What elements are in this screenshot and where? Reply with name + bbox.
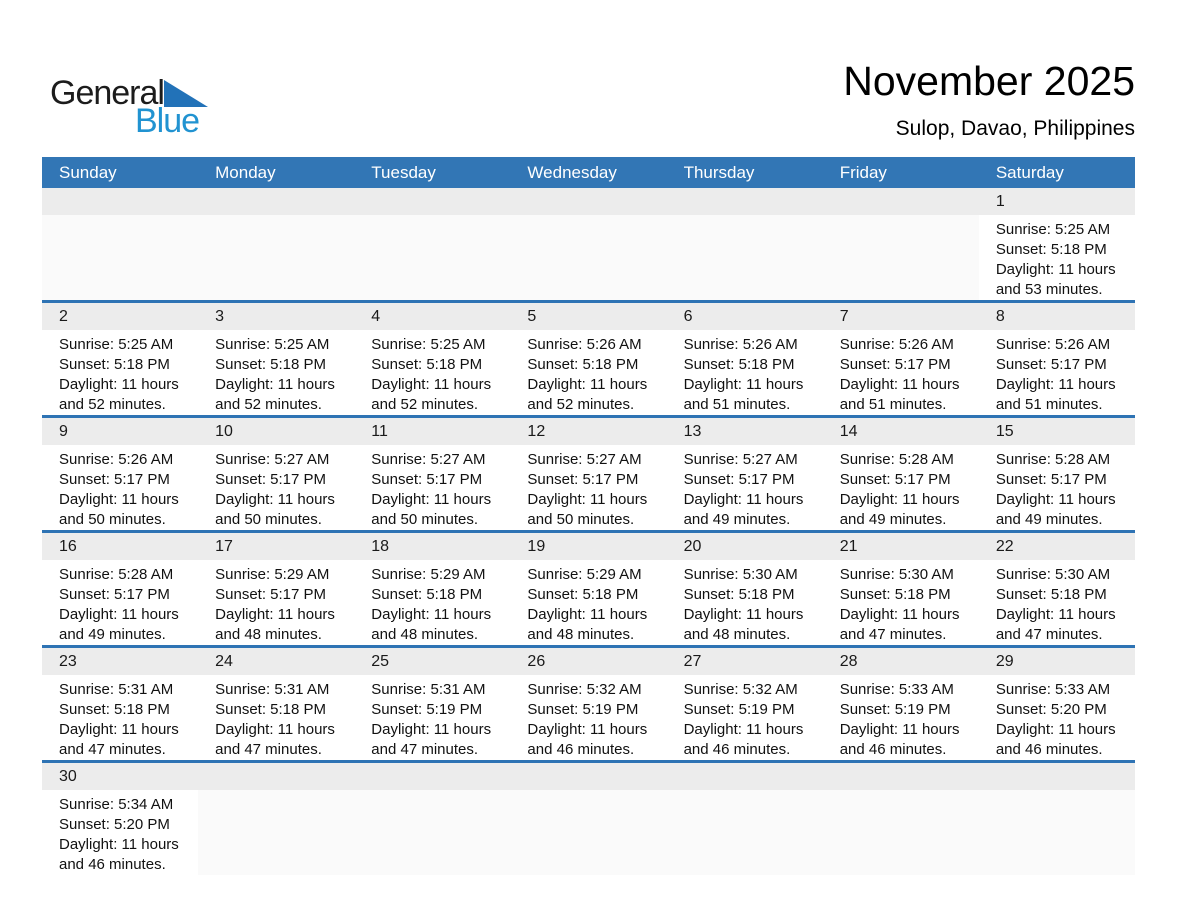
sunrise-text: Sunrise: 5:29 AM <box>371 566 486 583</box>
daylight-text-line2: and 53 minutes. <box>995 281 1103 298</box>
day-details <box>979 215 1135 300</box>
day-cell-10 <box>198 418 354 530</box>
sunset-text: Sunset: 5:18 PM <box>371 356 483 373</box>
page-subtitle: Sulop, Davao, Philippines <box>895 117 1135 140</box>
day-details <box>42 445 198 530</box>
sunset-text: Sunset: 5:18 PM <box>215 356 327 373</box>
day-details <box>354 215 510 300</box>
sunrise-text: Sunrise: 5:30 AM <box>995 566 1111 583</box>
day-number: 5 <box>510 303 666 330</box>
day-number <box>354 188 510 215</box>
day-number: 19 <box>510 533 666 560</box>
day-details <box>667 675 823 760</box>
day-details <box>667 560 823 645</box>
day-number: 6 <box>667 303 823 330</box>
sunrise-text: Sunrise: 5:25 AM <box>995 221 1111 238</box>
day-details <box>42 560 198 645</box>
day-number: 30 <box>42 763 198 790</box>
daylight-text-line1: Daylight: 11 hours <box>995 261 1116 278</box>
daylight-text-line1: Daylight: 11 hours <box>371 491 492 508</box>
day-cell-7 <box>823 303 979 415</box>
sunrise-text: Sunrise: 5:32 AM <box>527 681 642 698</box>
day-cell-6 <box>667 303 823 415</box>
day-details <box>510 675 666 760</box>
sunrise-text: Sunrise: 5:27 AM <box>371 451 486 468</box>
day-number <box>667 763 823 790</box>
daylight-text-line2: and 46 minutes. <box>839 741 947 758</box>
daylight-text-line2: and 48 minutes. <box>215 626 322 643</box>
day-cell-30 <box>42 763 198 875</box>
weekday-header-sunday: Sunday <box>59 163 117 182</box>
daylight-text-line2: and 50 minutes. <box>527 511 635 528</box>
daylight-text-line1: Daylight: 11 hours <box>215 376 335 393</box>
daylight-text-line1: Daylight: 11 hours <box>527 491 648 508</box>
day-number: 12 <box>510 418 666 445</box>
day-number: 17 <box>198 533 354 560</box>
day-details <box>823 675 979 760</box>
sunset-text: Sunset: 5:18 PM <box>839 586 951 603</box>
page-title: November 2025 <box>843 58 1135 104</box>
daylight-text-line2: and 49 minutes. <box>59 626 166 643</box>
day-number: 16 <box>42 533 198 560</box>
day-cell-14 <box>823 418 979 530</box>
daylight-text-line1: Daylight: 11 hours <box>683 606 804 623</box>
day-number: 7 <box>823 303 979 330</box>
day-number: 28 <box>823 648 979 675</box>
day-number: 11 <box>354 418 510 445</box>
daylight-text-line2: and 48 minutes. <box>371 626 479 643</box>
day-details <box>667 330 823 415</box>
sunset-text: Sunset: 5:17 PM <box>59 471 170 488</box>
sunrise-text: Sunrise: 5:26 AM <box>683 336 798 353</box>
daylight-text-line2: and 52 minutes. <box>371 396 479 413</box>
day-details <box>823 215 979 300</box>
week-row <box>42 415 1135 530</box>
day-cell-27 <box>667 648 823 760</box>
daylight-text-line2: and 51 minutes. <box>683 396 791 413</box>
daylight-text-line1: Daylight: 11 hours <box>371 606 492 623</box>
sunrise-text: Sunrise: 5:25 AM <box>371 336 486 353</box>
day-number <box>979 763 1135 790</box>
sunrise-text: Sunrise: 5:31 AM <box>215 681 330 698</box>
daylight-text-line2: and 52 minutes. <box>527 396 635 413</box>
general-blue-logo <box>50 74 270 144</box>
empty-day-cell <box>823 188 979 300</box>
sunrise-text: Sunrise: 5:27 AM <box>527 451 642 468</box>
sunrise-text: Sunrise: 5:29 AM <box>215 566 330 583</box>
day-number: 27 <box>667 648 823 675</box>
sunset-text: Sunset: 5:17 PM <box>59 586 170 603</box>
week-row <box>42 188 1135 300</box>
day-cell-24 <box>198 648 354 760</box>
weekday-header-monday: Monday <box>215 163 276 182</box>
day-number: 25 <box>354 648 510 675</box>
day-details <box>979 560 1135 645</box>
daylight-text-line1: Daylight: 11 hours <box>839 606 960 623</box>
day-details <box>354 560 510 645</box>
day-number: 22 <box>979 533 1135 560</box>
sunset-text: Sunset: 5:18 PM <box>527 586 639 603</box>
empty-day-cell <box>979 763 1135 875</box>
weekday-header-wednesday: Wednesday <box>527 163 617 182</box>
day-number: 26 <box>510 648 666 675</box>
sunset-text: Sunset: 5:17 PM <box>215 471 327 488</box>
sunrise-text: Sunrise: 5:33 AM <box>839 681 954 698</box>
sunrise-text: Sunrise: 5:29 AM <box>527 566 642 583</box>
day-number: 20 <box>667 533 823 560</box>
day-cell-9 <box>42 418 198 530</box>
logo-text-general: General <box>50 74 164 112</box>
sunrise-text: Sunrise: 5:26 AM <box>527 336 642 353</box>
day-details <box>979 445 1135 530</box>
daylight-text-line1: Daylight: 11 hours <box>683 491 804 508</box>
day-details <box>510 445 666 530</box>
weekday-header-thursday: Thursday <box>683 163 755 182</box>
week-row <box>42 645 1135 760</box>
day-number: 2 <box>42 303 198 330</box>
day-number: 10 <box>198 418 354 445</box>
sunset-text: Sunset: 5:17 PM <box>839 356 951 373</box>
day-number: 21 <box>823 533 979 560</box>
day-cell-5 <box>510 303 666 415</box>
day-number <box>823 188 979 215</box>
day-details <box>198 215 354 300</box>
daylight-text-line2: and 49 minutes. <box>683 511 791 528</box>
daylight-text-line1: Daylight: 11 hours <box>995 721 1116 738</box>
logo-text-blue: Blue <box>135 102 200 140</box>
sunset-text: Sunset: 5:18 PM <box>371 586 483 603</box>
daylight-text-line2: and 48 minutes. <box>527 626 635 643</box>
week-row <box>42 300 1135 415</box>
day-cell-2 <box>42 303 198 415</box>
sunset-text: Sunset: 5:19 PM <box>371 701 483 718</box>
daylight-text-line1: Daylight: 11 hours <box>371 376 492 393</box>
day-cell-3 <box>198 303 354 415</box>
day-number <box>667 188 823 215</box>
day-cell-8 <box>979 303 1135 415</box>
day-number <box>510 763 666 790</box>
sunrise-text: Sunrise: 5:32 AM <box>683 681 798 698</box>
day-details <box>667 445 823 530</box>
sunset-text: Sunset: 5:17 PM <box>527 471 639 488</box>
day-number <box>42 188 198 215</box>
daylight-text-line1: Daylight: 11 hours <box>839 376 960 393</box>
calendar-weeks <box>42 188 1135 875</box>
day-details <box>510 330 666 415</box>
day-cell-18 <box>354 533 510 645</box>
day-cell-23 <box>42 648 198 760</box>
day-number: 14 <box>823 418 979 445</box>
empty-day-cell <box>510 188 666 300</box>
weekday-header-row <box>42 157 1135 188</box>
day-details <box>354 675 510 760</box>
empty-day-cell <box>198 763 354 875</box>
week-row <box>42 530 1135 645</box>
daylight-text-line2: and 51 minutes. <box>839 396 947 413</box>
daylight-text-line1: Daylight: 11 hours <box>527 606 648 623</box>
day-cell-17 <box>198 533 354 645</box>
day-details <box>667 215 823 300</box>
day-details <box>354 790 510 875</box>
day-cell-29 <box>979 648 1135 760</box>
day-number: 24 <box>198 648 354 675</box>
calendar-grid <box>42 157 1135 875</box>
sunrise-text: Sunrise: 5:30 AM <box>683 566 798 583</box>
sunset-text: Sunset: 5:18 PM <box>59 356 170 373</box>
daylight-text-line1: Daylight: 11 hours <box>59 721 179 738</box>
day-details <box>979 790 1135 875</box>
day-details <box>198 790 354 875</box>
sunset-text: Sunset: 5:17 PM <box>371 471 483 488</box>
empty-day-cell <box>823 763 979 875</box>
sunset-text: Sunset: 5:20 PM <box>995 701 1107 718</box>
daylight-text-line2: and 49 minutes. <box>839 511 947 528</box>
day-details <box>198 445 354 530</box>
day-details <box>42 215 198 300</box>
sunrise-text: Sunrise: 5:26 AM <box>995 336 1111 353</box>
daylight-text-line2: and 47 minutes. <box>215 741 322 758</box>
sunset-text: Sunset: 5:18 PM <box>215 701 327 718</box>
sunset-text: Sunset: 5:18 PM <box>995 241 1107 258</box>
sunset-text: Sunset: 5:19 PM <box>839 701 951 718</box>
day-cell-25 <box>354 648 510 760</box>
daylight-text-line1: Daylight: 11 hours <box>527 721 648 738</box>
daylight-text-line1: Daylight: 11 hours <box>59 376 179 393</box>
daylight-text-line1: Daylight: 11 hours <box>995 376 1116 393</box>
day-number: 23 <box>42 648 198 675</box>
daylight-text-line1: Daylight: 11 hours <box>995 606 1116 623</box>
daylight-text-line1: Daylight: 11 hours <box>839 491 960 508</box>
day-number: 18 <box>354 533 510 560</box>
day-cell-19 <box>510 533 666 645</box>
sunset-text: Sunset: 5:18 PM <box>683 356 795 373</box>
daylight-text-line1: Daylight: 11 hours <box>683 721 804 738</box>
day-cell-16 <box>42 533 198 645</box>
sunrise-text: Sunrise: 5:28 AM <box>839 451 954 468</box>
day-number: 8 <box>979 303 1135 330</box>
sunrise-text: Sunrise: 5:30 AM <box>839 566 954 583</box>
daylight-text-line2: and 46 minutes. <box>527 741 635 758</box>
day-details <box>198 330 354 415</box>
sunrise-text: Sunrise: 5:28 AM <box>59 566 174 583</box>
day-details <box>354 330 510 415</box>
daylight-text-line1: Daylight: 11 hours <box>995 491 1116 508</box>
day-details <box>510 790 666 875</box>
sunset-text: Sunset: 5:18 PM <box>59 701 170 718</box>
day-details <box>979 675 1135 760</box>
sunrise-text: Sunrise: 5:25 AM <box>59 336 174 353</box>
daylight-text-line1: Daylight: 11 hours <box>683 376 804 393</box>
empty-day-cell <box>198 188 354 300</box>
weekday-header-friday: Friday <box>839 163 887 182</box>
day-number <box>510 188 666 215</box>
sunrise-text: Sunrise: 5:31 AM <box>59 681 174 698</box>
empty-day-cell <box>42 188 198 300</box>
daylight-text-line1: Daylight: 11 hours <box>215 491 335 508</box>
week-row <box>42 760 1135 875</box>
daylight-text-line1: Daylight: 11 hours <box>839 721 960 738</box>
day-details <box>667 790 823 875</box>
empty-day-cell <box>667 188 823 300</box>
daylight-text-line1: Daylight: 11 hours <box>527 376 648 393</box>
sunrise-text: Sunrise: 5:27 AM <box>683 451 798 468</box>
day-details <box>823 560 979 645</box>
daylight-text-line2: and 47 minutes. <box>371 741 479 758</box>
day-number <box>354 763 510 790</box>
daylight-text-line1: Daylight: 11 hours <box>59 491 179 508</box>
day-details <box>510 560 666 645</box>
daylight-text-line2: and 46 minutes. <box>995 741 1103 758</box>
day-number: 15 <box>979 418 1135 445</box>
daylight-text-line1: Daylight: 11 hours <box>215 606 335 623</box>
daylight-text-line2: and 46 minutes. <box>59 856 166 873</box>
sunrise-text: Sunrise: 5:25 AM <box>215 336 330 353</box>
day-cell-13 <box>667 418 823 530</box>
day-cell-21 <box>823 533 979 645</box>
sunset-text: Sunset: 5:17 PM <box>839 471 951 488</box>
weekday-header-saturday: Saturday <box>995 163 1064 182</box>
daylight-text-line2: and 50 minutes. <box>59 511 166 528</box>
day-details <box>198 560 354 645</box>
daylight-text-line2: and 52 minutes. <box>215 396 322 413</box>
day-number: 1 <box>979 188 1135 215</box>
day-details <box>823 790 979 875</box>
daylight-text-line1: Daylight: 11 hours <box>59 836 179 853</box>
day-details <box>42 330 198 415</box>
sunset-text: Sunset: 5:19 PM <box>683 701 795 718</box>
day-cell-12 <box>510 418 666 530</box>
day-details <box>198 675 354 760</box>
sunset-text: Sunset: 5:17 PM <box>995 356 1107 373</box>
empty-day-cell <box>510 763 666 875</box>
day-cell-20 <box>667 533 823 645</box>
sunset-text: Sunset: 5:18 PM <box>527 356 639 373</box>
day-details <box>42 790 198 875</box>
daylight-text-line1: Daylight: 11 hours <box>371 721 492 738</box>
daylight-text-line1: Daylight: 11 hours <box>59 606 179 623</box>
empty-day-cell <box>354 763 510 875</box>
day-number: 29 <box>979 648 1135 675</box>
day-number <box>823 763 979 790</box>
day-number <box>198 763 354 790</box>
day-number: 3 <box>198 303 354 330</box>
sunrise-text: Sunrise: 5:28 AM <box>995 451 1111 468</box>
day-cell-28 <box>823 648 979 760</box>
daylight-text-line2: and 49 minutes. <box>995 511 1103 528</box>
daylight-text-line2: and 48 minutes. <box>683 626 791 643</box>
daylight-text-line2: and 50 minutes. <box>215 511 322 528</box>
daylight-text-line2: and 51 minutes. <box>995 396 1103 413</box>
sunset-text: Sunset: 5:17 PM <box>683 471 795 488</box>
day-number <box>198 188 354 215</box>
day-details <box>42 675 198 760</box>
weekday-header-tuesday: Tuesday <box>371 163 436 182</box>
daylight-text-line2: and 50 minutes. <box>371 511 479 528</box>
empty-day-cell <box>354 188 510 300</box>
day-cell-11 <box>354 418 510 530</box>
sunset-text: Sunset: 5:18 PM <box>995 586 1107 603</box>
sunrise-text: Sunrise: 5:27 AM <box>215 451 330 468</box>
day-details <box>510 215 666 300</box>
daylight-text-line2: and 46 minutes. <box>683 741 791 758</box>
sunrise-text: Sunrise: 5:31 AM <box>371 681 486 698</box>
day-cell-22 <box>979 533 1135 645</box>
daylight-text-line2: and 47 minutes. <box>995 626 1103 643</box>
day-number: 9 <box>42 418 198 445</box>
day-number: 4 <box>354 303 510 330</box>
daylight-text-line2: and 52 minutes. <box>59 396 166 413</box>
empty-day-cell <box>667 763 823 875</box>
day-details <box>979 330 1135 415</box>
day-details <box>823 330 979 415</box>
day-cell-1 <box>979 188 1135 300</box>
day-number: 13 <box>667 418 823 445</box>
sunrise-text: Sunrise: 5:34 AM <box>59 796 174 813</box>
daylight-text-line2: and 47 minutes. <box>59 741 166 758</box>
sunrise-text: Sunrise: 5:33 AM <box>995 681 1111 698</box>
sunset-text: Sunset: 5:18 PM <box>683 586 795 603</box>
day-cell-4 <box>354 303 510 415</box>
daylight-text-line2: and 47 minutes. <box>839 626 947 643</box>
sunset-text: Sunset: 5:17 PM <box>995 471 1107 488</box>
day-details <box>354 445 510 530</box>
day-cell-26 <box>510 648 666 760</box>
day-cell-15 <box>979 418 1135 530</box>
day-details <box>823 445 979 530</box>
sunset-text: Sunset: 5:20 PM <box>59 816 170 833</box>
daylight-text-line1: Daylight: 11 hours <box>215 721 335 738</box>
sunrise-text: Sunrise: 5:26 AM <box>59 451 174 468</box>
sunset-text: Sunset: 5:17 PM <box>215 586 327 603</box>
sunrise-text: Sunrise: 5:26 AM <box>839 336 954 353</box>
sunset-text: Sunset: 5:19 PM <box>527 701 639 718</box>
